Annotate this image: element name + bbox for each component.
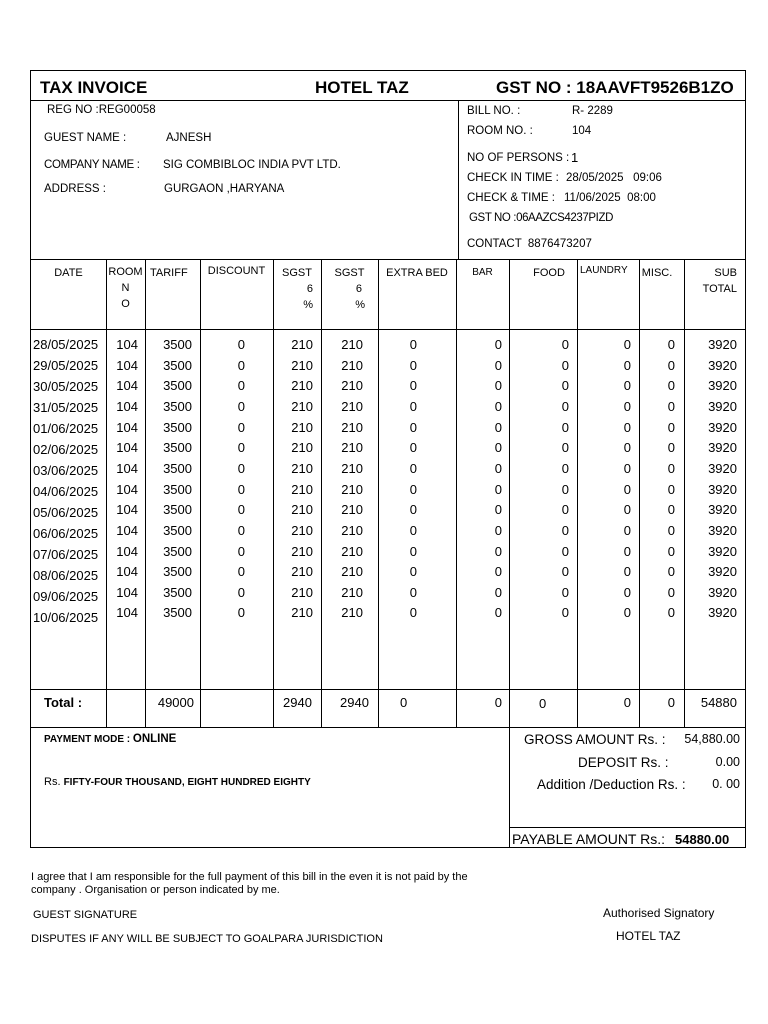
cell-discount: 0 — [237, 378, 245, 394]
cell-date: 01/06/2025 — [33, 421, 99, 436]
checkin-time: 28/05/2025 09:06 — [566, 172, 662, 184]
cell-bar: 0 — [494, 460, 502, 476]
cell-discount: 0 — [237, 419, 245, 435]
cell-date: 30/05/2025 — [33, 379, 99, 394]
total-bar: 0 — [494, 695, 502, 710]
cell-date: 07/06/2025 — [33, 547, 99, 562]
cell-misc: 0 — [667, 337, 675, 352]
address-label: ADDRESS : — [44, 183, 106, 195]
cell-sub-total: 3920 — [708, 584, 737, 600]
deposit-label: DEPOSIT Rs. : — [578, 755, 669, 770]
cell-extra-bed: 0 — [409, 481, 417, 497]
addition-amount: 0. 00 — [712, 777, 740, 791]
payment-mode-label: PAYMENT MODE : — [44, 734, 131, 745]
cell-sgst-b: 210 — [341, 440, 363, 456]
cell-extra-bed: 0 — [409, 378, 417, 394]
cell-bar: 0 — [494, 543, 502, 559]
col-tariff: TARIFF — [150, 267, 188, 279]
cell-sub-total: 3920 — [708, 481, 737, 497]
cell-sgst-a: 210 — [291, 502, 313, 518]
col-discount: DISCOUNT — [207, 265, 266, 277]
cell-bar: 0 — [494, 502, 502, 518]
cell-discount: 0 — [237, 337, 245, 352]
cell-bar: 0 — [494, 522, 502, 538]
col-extra-bed: EXTRA BED — [386, 267, 448, 279]
cell-sub-total: 3920 — [708, 378, 737, 394]
cell-sub-total: 3920 — [708, 357, 737, 373]
cell-sub-total: 3920 — [708, 419, 737, 435]
cell-laundry: 0 — [623, 398, 631, 414]
tax-invoice-title: TAX INVOICE — [40, 78, 148, 97]
disputes-note: DISPUTES IF ANY WILL BE SUBJECT TO GOALPARA JURISDICTION — [31, 933, 383, 945]
checkin-label: CHECK IN TIME : — [467, 172, 559, 184]
cell-sgst-b: 210 — [341, 481, 363, 497]
cell-sgst-b: 210 — [341, 378, 363, 394]
col-sgst-b-line1: SGST — [334, 267, 365, 279]
cell-sgst-a: 210 — [291, 419, 313, 435]
cell-extra-bed: 0 — [409, 357, 417, 373]
total-laundry: 0 — [623, 695, 631, 710]
cell-sub-total: 3920 — [708, 398, 737, 414]
deposit-amount: 0.00 — [715, 755, 740, 769]
cell-bar: 0 — [494, 419, 502, 435]
cell-laundry: 0 — [623, 522, 631, 538]
cell-laundry: 0 — [623, 378, 631, 394]
cell-sgst-a: 210 — [291, 460, 313, 476]
amount-words: FIFTY-FOUR THOUSAND, EIGHT HUNDRED EIGHTY — [63, 777, 311, 788]
cell-sgst-b: 210 — [341, 460, 363, 476]
cell-date: 28/05/2025 — [33, 337, 99, 352]
cell-extra-bed: 0 — [409, 543, 417, 559]
cell-date: 02/06/2025 — [33, 442, 99, 457]
total-tariff: 49000 — [157, 695, 194, 710]
cell-room: 104 — [116, 357, 138, 373]
cell-date: 31/05/2025 — [33, 400, 99, 415]
cell-food: 0 — [561, 584, 569, 600]
cell-food: 0 — [561, 398, 569, 414]
cell-sgst-a: 210 — [291, 543, 313, 559]
company-label: COMPANY NAME : — [44, 159, 140, 171]
cell-tariff: 3500 — [163, 460, 192, 476]
cell-sgst-a: 210 — [291, 440, 313, 456]
cell-extra-bed: 0 — [409, 337, 417, 352]
col-sgst-a — [273, 265, 321, 313]
cell-date: 06/06/2025 — [33, 526, 99, 541]
cell-sgst-a: 210 — [291, 522, 313, 538]
cell-laundry: 0 — [623, 357, 631, 373]
cell-misc: 0 — [667, 419, 675, 435]
cell-misc: 0 — [667, 564, 675, 580]
guest-signature: GUEST SIGNATURE — [33, 909, 138, 921]
divider — [30, 100, 746, 101]
authorised-signatory: Authorised Signatory — [603, 906, 715, 920]
cell-bar: 0 — [494, 564, 502, 580]
cell-sgst-b: 210 — [341, 605, 363, 621]
cell-room: 104 — [116, 543, 138, 559]
total-food: 0 — [539, 696, 547, 711]
cell-bar: 0 — [494, 584, 502, 600]
col-misc: MISC. — [641, 267, 673, 279]
cell-food: 0 — [561, 440, 569, 456]
cell-extra-bed: 0 — [409, 460, 417, 476]
cell-sub-total: 3920 — [708, 440, 737, 456]
hotel-name: HOTEL TAZ — [315, 78, 409, 97]
cell-discount: 0 — [237, 564, 245, 580]
cell-tariff: 3500 — [163, 605, 192, 621]
persons-label: NO OF PERSONS : — [467, 152, 570, 164]
cell-room: 104 — [116, 440, 138, 456]
cell-date: 29/05/2025 — [33, 358, 99, 373]
checkout-label: CHECK & TIME : — [467, 192, 555, 204]
checkout-time: 11/06/2025 08:00 — [564, 192, 656, 204]
cell-extra-bed: 0 — [409, 440, 417, 456]
cell-laundry: 0 — [623, 440, 631, 456]
cell-room: 104 — [116, 337, 138, 352]
cell-room: 104 — [116, 605, 138, 621]
cell-food: 0 — [561, 605, 569, 621]
cell-room: 104 — [116, 522, 138, 538]
cell-date: 08/06/2025 — [33, 568, 99, 583]
cell-food: 0 — [561, 522, 569, 538]
cell-room: 104 — [116, 584, 138, 600]
cell-date: 10/06/2025 — [33, 610, 99, 625]
payment-mode — [44, 733, 176, 745]
cell-room: 104 — [116, 502, 138, 518]
cell-laundry: 0 — [623, 502, 631, 518]
reg-no: REG NO :REG00058 — [47, 104, 156, 116]
cell-tariff: 3500 — [163, 419, 192, 435]
col-sgst-b-line3: % — [355, 299, 365, 311]
agreement-line2: company . Organisation or person indicated by me. — [31, 884, 280, 896]
cell-sgst-b: 210 — [341, 357, 363, 373]
cell-room: 104 — [116, 481, 138, 497]
cell-sgst-a: 210 — [291, 337, 313, 352]
cell-discount: 0 — [237, 357, 245, 373]
payment-mode-value: ONLINE — [132, 733, 177, 745]
cell-sub-total: 3920 — [708, 543, 737, 559]
cell-misc: 0 — [667, 522, 675, 538]
col-laundry: LAUNDRY — [580, 265, 628, 276]
cell-misc: 0 — [667, 398, 675, 414]
cell-misc: 0 — [667, 502, 675, 518]
cell-sub-total: 3920 — [708, 522, 737, 538]
persons: 1 — [571, 150, 579, 165]
cell-sgst-b: 210 — [341, 584, 363, 600]
cell-extra-bed: 0 — [409, 605, 417, 621]
cell-discount: 0 — [237, 481, 245, 497]
gross-amount: 54,880.00 — [684, 732, 740, 746]
cell-sgst-b: 210 — [341, 337, 363, 352]
cell-bar: 0 — [494, 605, 502, 621]
company-name: SIG COMBIBLOC INDIA PVT LTD. — [163, 159, 341, 171]
gross-amount-label: GROSS AMOUNT Rs. : — [524, 732, 666, 747]
total-sub-total: 54880 — [700, 695, 737, 710]
bill-no: R- 2289 — [572, 105, 613, 117]
cell-sub-total: 3920 — [708, 337, 737, 352]
divider — [458, 100, 459, 259]
cell-food: 0 — [561, 419, 569, 435]
cell-laundry: 0 — [623, 337, 631, 352]
col-date: DATE — [54, 267, 83, 279]
cell-food: 0 — [561, 564, 569, 580]
col-food: FOOD — [533, 267, 565, 279]
cell-food: 0 — [561, 502, 569, 518]
amount-words-prefix: Rs. — [44, 776, 61, 788]
cell-misc: 0 — [667, 378, 675, 394]
guest-name: AJNESH — [166, 132, 212, 144]
cell-extra-bed: 0 — [409, 502, 417, 518]
gst-number: GST NO : 18AAVFT9526B1ZO — [496, 78, 734, 97]
cell-date: 04/06/2025 — [33, 484, 99, 499]
room-no: 104 — [572, 125, 592, 137]
cell-food: 0 — [561, 481, 569, 497]
amount-in-words — [44, 776, 311, 788]
cell-tariff: 3500 — [163, 357, 192, 373]
cell-sub-total: 3920 — [708, 605, 737, 621]
cell-extra-bed: 0 — [409, 584, 417, 600]
total-label: Total : — [44, 695, 83, 710]
cell-tariff: 3500 — [163, 440, 192, 456]
cell-misc: 0 — [667, 605, 675, 621]
cell-sgst-b: 210 — [341, 543, 363, 559]
cell-room: 104 — [116, 460, 138, 476]
cell-bar: 0 — [494, 378, 502, 394]
cell-bar: 0 — [494, 440, 502, 456]
cell-discount: 0 — [237, 605, 245, 621]
cell-sgst-a: 210 — [291, 584, 313, 600]
cell-extra-bed: 0 — [409, 398, 417, 414]
cell-discount: 0 — [237, 502, 245, 518]
cell-tariff: 3500 — [163, 481, 192, 497]
divider — [30, 727, 746, 728]
cell-misc: 0 — [667, 460, 675, 476]
cell-extra-bed: 0 — [409, 419, 417, 435]
cell-misc: 0 — [667, 481, 675, 497]
cell-bar: 0 — [494, 398, 502, 414]
col-bar: BAR — [472, 267, 493, 278]
col-sgst-a-line2: 6 — [306, 283, 313, 295]
cell-sgst-b: 210 — [341, 564, 363, 580]
cell-laundry: 0 — [623, 584, 631, 600]
cell-bar: 0 — [494, 337, 502, 352]
total-sgst-b: 2940 — [340, 695, 369, 710]
cell-sub-total: 3920 — [708, 460, 737, 476]
cell-discount: 0 — [237, 440, 245, 456]
cell-food: 0 — [561, 460, 569, 476]
cell-misc: 0 — [667, 440, 675, 456]
total-extra-bed: 0 — [400, 695, 408, 710]
cell-tariff: 3500 — [163, 378, 192, 394]
cell-tariff: 3500 — [163, 584, 192, 600]
cell-sgst-a: 210 — [291, 357, 313, 373]
cell-food: 0 — [561, 357, 569, 373]
col-sub-total — [684, 265, 737, 297]
cell-laundry: 0 — [623, 543, 631, 559]
cell-room: 104 — [116, 419, 138, 435]
cell-sgst-a: 210 — [291, 481, 313, 497]
agreement-line1: I agree that I am responsible for the full payment of this bill in the even it is not paid by the — [31, 871, 468, 883]
guest-gst-no: GST NO :06AAZCS4237PIZD — [469, 212, 613, 224]
contact: CONTACT 8876473207 — [467, 238, 592, 250]
cell-discount: 0 — [237, 398, 245, 414]
cell-discount: 0 — [237, 543, 245, 559]
cell-food: 0 — [561, 378, 569, 394]
col-room-line2: N — [121, 282, 130, 294]
cell-discount: 0 — [237, 460, 245, 476]
cell-food: 0 — [561, 337, 569, 352]
cell-sub-total: 3920 — [708, 502, 737, 518]
col-sgst-b-line2: 6 — [355, 283, 362, 295]
cell-room: 104 — [116, 564, 138, 580]
cell-tariff: 3500 — [163, 502, 192, 518]
cell-laundry: 0 — [623, 460, 631, 476]
col-sgst-a-line1: SGST — [282, 267, 312, 279]
total-misc: 0 — [667, 695, 675, 710]
cell-tariff: 3500 — [163, 337, 192, 352]
cell-sgst-b: 210 — [341, 522, 363, 538]
cell-laundry: 0 — [623, 605, 631, 621]
col-sub-total-line1: SUB — [714, 267, 737, 279]
col-room-line1: ROOM — [108, 266, 143, 278]
cell-misc: 0 — [667, 584, 675, 600]
cell-extra-bed: 0 — [409, 522, 417, 538]
cell-sgst-b: 210 — [341, 419, 363, 435]
cell-room: 104 — [116, 398, 138, 414]
payable-amount: 54880.00 — [675, 832, 730, 847]
cell-extra-bed: 0 — [409, 564, 417, 580]
col-room — [106, 264, 145, 312]
cell-sgst-a: 210 — [291, 564, 313, 580]
room-no-label: ROOM NO. : — [467, 125, 533, 137]
cell-laundry: 0 — [623, 481, 631, 497]
cell-sgst-a: 210 — [291, 605, 313, 621]
address: GURGAON ,HARYANA — [164, 183, 285, 195]
cell-date: 09/06/2025 — [33, 589, 99, 604]
col-sub-total-line2: TOTAL — [702, 283, 737, 295]
cell-tariff: 3500 — [163, 564, 192, 580]
cell-sgst-b: 210 — [341, 502, 363, 518]
cell-misc: 0 — [667, 357, 675, 373]
addition-label: Addition /Deduction Rs. : — [537, 777, 686, 792]
cell-laundry: 0 — [623, 419, 631, 435]
authorised-hotel: HOTEL TAZ — [616, 929, 681, 943]
cell-room: 104 — [116, 378, 138, 394]
cell-bar: 0 — [494, 481, 502, 497]
cell-tariff: 3500 — [163, 522, 192, 538]
cell-bar: 0 — [494, 357, 502, 373]
cell-sgst-b: 210 — [341, 398, 363, 414]
col-sgst-b — [321, 265, 378, 313]
cell-sgst-a: 210 — [291, 378, 313, 394]
cell-food: 0 — [561, 543, 569, 559]
cell-discount: 0 — [237, 522, 245, 538]
divider — [509, 827, 746, 828]
payable-label: PAYABLE AMOUNT Rs.: — [512, 831, 666, 847]
total-sgst-a: 2940 — [283, 695, 312, 710]
col-room-line3: O — [121, 298, 130, 310]
cell-date: 05/06/2025 — [33, 505, 99, 520]
cell-tariff: 3500 — [163, 398, 192, 414]
guest-name-label: GUEST NAME : — [44, 132, 127, 144]
cell-date: 03/06/2025 — [33, 463, 99, 478]
cell-misc: 0 — [667, 543, 675, 559]
cell-discount: 0 — [237, 584, 245, 600]
cell-sgst-a: 210 — [291, 398, 313, 414]
col-sgst-a-line3: % — [303, 299, 313, 311]
cell-tariff: 3500 — [163, 543, 192, 559]
bill-no-label: BILL NO. : — [467, 105, 521, 117]
cell-laundry: 0 — [623, 564, 631, 580]
cell-sub-total: 3920 — [708, 564, 737, 580]
